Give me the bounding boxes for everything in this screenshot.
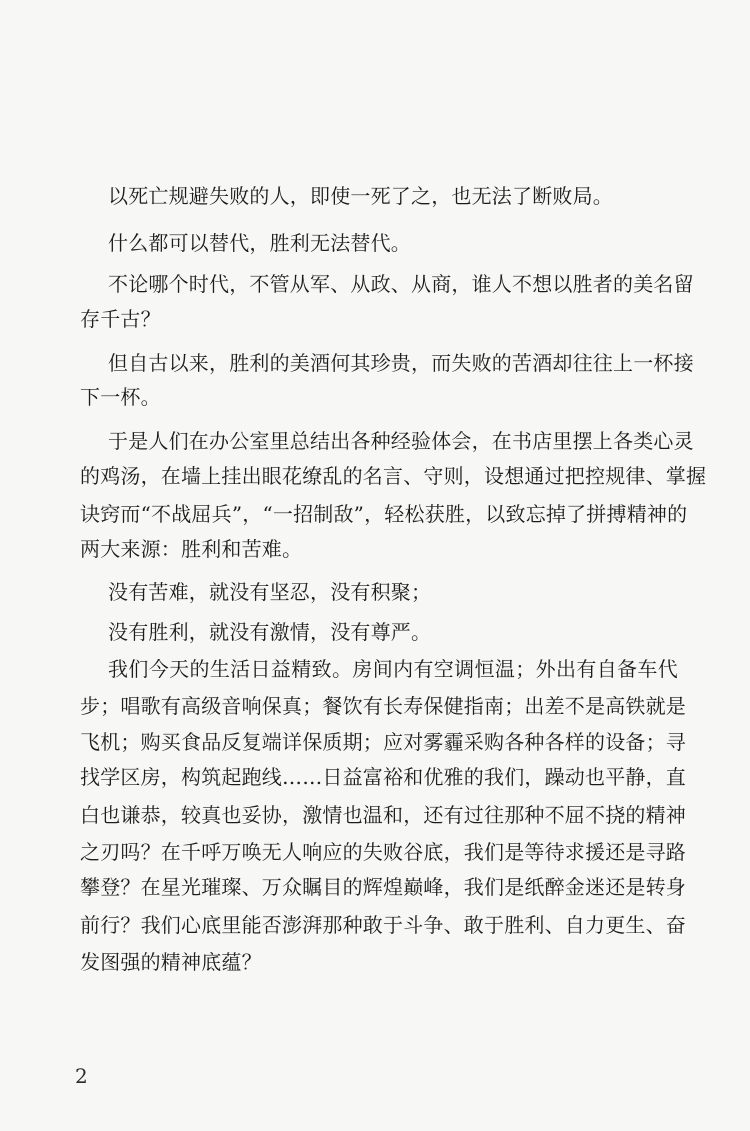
paragraph-7-line-1: 没有胜利，就没有激情，没有尊严。 — [108, 620, 432, 644]
paragraph-1-line-1: 以死亡规避失败的人，即使一死了之，也无法了断败局。 — [108, 184, 613, 208]
paragraph-8-line-4: 找学区房，构筑起跑线……日益富裕和优雅的我们，躁动也平静，直 — [80, 765, 686, 789]
paragraph-8-line-8: 前行？我们心底里能否澎湃那种敢于斗争、敢于胜利、自力更生、奋 — [80, 913, 686, 937]
paragraph-6-line-1: 没有苦难，就没有坚忍，没有积聚； — [108, 580, 432, 604]
paragraph-4-line-2: 下一杯。 — [80, 385, 161, 409]
paragraph-2-line-1: 什么都可以替代，胜利无法替代。 — [108, 231, 411, 255]
paragraph-8-line-2: 步；唱歌有高级音响保真；餐饮有长寿保健指南；出差不是高铁就是 — [80, 694, 686, 718]
paragraph-3-line-2: 存千古？ — [80, 307, 161, 331]
paragraph-5-line-2: 的鸡汤，在墙上挂出眼花缭乱的名言、守则，设想通过把控规律、掌握 — [80, 464, 707, 488]
paragraph-5-line-1: 于是人们在办公室里总结出各种经验体会，在书店里摆上各类心灵 — [108, 429, 694, 453]
paragraph-8-line-7: 攀登？在星光璀璨、万众瞩目的辉煌巅峰，我们是纸醉金迷还是转身 — [80, 875, 686, 899]
paragraph-8-line-6: 之刃吗？在千呼万唤无人响应的失败谷底，我们是等待求援还是寻路 — [80, 840, 686, 864]
paragraph-8-line-1: 我们今天的生活日益精致。房间内有空调恒温；外出有自备车代 — [108, 657, 678, 681]
paragraph-5-line-3: 诀窍而“不战屈兵”，“一招制敌”，轻松获胜，以致忘掉了拼搏精神的 — [80, 502, 688, 526]
paragraph-4-line-1: 但自古以来，胜利的美酒何其珍贵，而失败的苦酒却往往上一杯接 — [108, 351, 694, 375]
paragraph-5-line-4: 两大来源：胜利和苦难。 — [80, 537, 303, 561]
page-number: 2 — [75, 1064, 88, 1088]
paragraph-3-line-1: 不论哪个时代，不管从军、从政、从商，谁人不想以胜者的美名留 — [108, 272, 694, 296]
paragraph-8-line-3: 飞机；购买食品反复端详保质期；应对雾霾采购各种各样的设备；寻 — [80, 730, 686, 754]
paragraph-8-line-5: 白也谦恭，较真也妥协，激情也温和，还有过往那种不屈不挠的精神 — [80, 803, 686, 827]
paragraph-8-line-9: 发图强的精神底蕴？ — [80, 950, 262, 974]
